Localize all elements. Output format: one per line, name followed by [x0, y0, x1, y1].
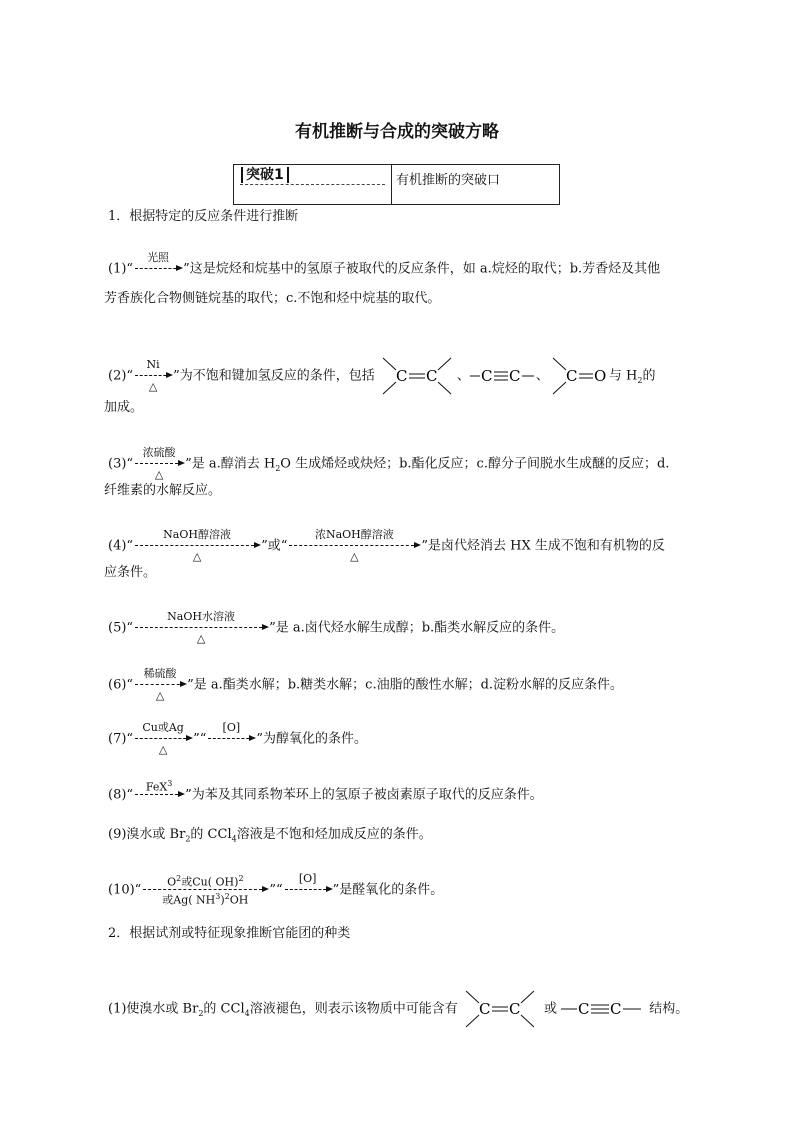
item-3-text: ”是 a.醇消去 H [185, 456, 276, 472]
condition-text: O [167, 875, 177, 889]
item-9-text-c: 溶液是不饱和烃加成反应的条件。 [236, 827, 432, 842]
condition-bottom: △ [155, 689, 165, 702]
breakthrough-left-cell [234, 165, 392, 204]
item-1-text: ”这是烷烃和烷基中的氢原子被取代的反应条件，如 a.烷烃的取代；b.芳香烃及其他 [183, 261, 661, 277]
item-9 [108, 825, 432, 850]
item-2-tail-end: 的 [642, 368, 656, 384]
item-3-continuation: 纤维素的水解反应。 [104, 483, 222, 498]
item-7-text: ”为醇氧化的条件。 [256, 731, 368, 747]
oxygen-label: O [593, 367, 607, 385]
alkene-structure-icon [462, 983, 540, 1035]
item-8 [108, 778, 543, 812]
item-2-continuation: 加成。 [104, 400, 144, 415]
breakthrough-tag: 突破1 [241, 167, 289, 183]
subscript: 4 [231, 834, 237, 844]
condition-text: ) [220, 894, 225, 907]
condition-top: [O] [222, 721, 241, 734]
s2-item-1-text-b: 的 CCl [203, 1001, 245, 1017]
superscript: 3 [167, 779, 173, 788]
condition-top: Ni [146, 358, 160, 371]
subscript: 4 [244, 1009, 250, 1019]
condition-arrow [133, 447, 185, 481]
separator: 、 [456, 368, 470, 384]
item-2-tail: 与 H [608, 368, 638, 384]
subscript: 2 [198, 1009, 204, 1019]
item-2-text: ”为不饱和键加氢反应的条件，包括 [173, 368, 375, 384]
breakthrough-name: 有机推断的突破口 [396, 173, 501, 188]
item-9-text: (9)溴水或 Br [108, 827, 186, 842]
item-4-prefix: (4)“ [108, 538, 134, 554]
condition-arrow [206, 722, 256, 756]
item-3 [108, 447, 669, 481]
carbon-label: C [480, 367, 493, 385]
arrow-icon [285, 889, 331, 890]
subscript: 2 [185, 834, 191, 844]
item-8-text: ”为苯及其同系物苯环上的氢原子被卤素原子取代的反应条件。 [185, 787, 543, 803]
item-8-prefix: (8)“ [108, 787, 134, 803]
superscript: 3 [215, 892, 221, 902]
condition-bottom [141, 891, 269, 907]
condition-arrow [133, 668, 187, 702]
condition-top: 光照 [147, 251, 170, 264]
condition-text: 或Ag( NH [162, 894, 216, 907]
arrow-icon [135, 268, 181, 269]
section-2-item-1 [108, 983, 688, 1035]
item-7-mid: ”“ [193, 731, 207, 747]
item-2 [108, 350, 655, 402]
item-9-text-b: 的 CCl [190, 827, 232, 842]
item-10-prefix: (10)“ [108, 882, 142, 898]
condition-arrow [141, 873, 269, 907]
arrow-icon [135, 375, 171, 376]
arrow-icon [135, 627, 267, 628]
item-4 [108, 529, 665, 563]
item-10-mid: ”“ [269, 882, 283, 898]
condition-bottom: △ [158, 743, 168, 756]
arrow-icon [143, 889, 267, 890]
alkyne-structure-icon [470, 364, 536, 388]
or-text: 或 [544, 1001, 558, 1017]
item-10-text: ”是醛氧化的条件。 [332, 882, 444, 898]
item-5-prefix: (5)“ [108, 620, 134, 636]
condition-bottom: △ [350, 550, 359, 563]
section-1-heading: 1．根据特定的反应条件进行推断 [108, 209, 299, 224]
item-7-prefix: (7)“ [108, 731, 134, 747]
item-6-text: ”是 a.酯类水解；b.糖类水解；c.油脂的酸性水解；d.淀粉水解的反应条件。 [187, 677, 624, 693]
breakthrough-box [233, 164, 560, 205]
s2-item-1-end: 结构。 [649, 1001, 689, 1017]
carbon-label: C [395, 367, 408, 385]
item-7 [108, 722, 367, 756]
arrow-icon [135, 545, 259, 546]
superscript: 2 [238, 874, 244, 883]
arrow-icon [135, 463, 183, 464]
condition-top: [O] [298, 872, 317, 885]
condition-top: Cu或Ag [142, 721, 184, 734]
s2-item-1-text: (1)使溴水或 Br [108, 1001, 199, 1017]
section-2-heading: 2．根据试剂或特征现象推断官能团的种类 [108, 926, 351, 941]
carbon-label: C [478, 1000, 491, 1018]
item-10 [108, 873, 443, 907]
condition-text: OH [229, 894, 249, 907]
condition-top: 浓硫酸 [142, 446, 176, 459]
item-5-text: ”是 a.卤代烃水解生成醇；b.酯类水解反应的条件。 [269, 620, 565, 636]
carbon-label: C [610, 1000, 622, 1018]
alkene-structure-icon [379, 350, 457, 402]
item-6 [108, 668, 623, 702]
condition-bottom: △ [154, 468, 164, 481]
arrow-icon [135, 738, 191, 739]
item-4-continuation: 应条件。 [104, 565, 157, 580]
condition-top: 稀硫酸 [143, 667, 177, 680]
separator: 、 [535, 368, 549, 384]
dashed-rule [240, 184, 385, 185]
condition-top: NaOH水溶液 [167, 610, 235, 623]
condition-bottom: △ [192, 550, 202, 563]
condition-bottom: △ [196, 632, 206, 645]
item-3-text-b: O 生成烯烃或炔烃；b.酯化反应；c.醇分子间脱水生成醚的反应；d. [280, 456, 670, 472]
condition-arrow [133, 252, 183, 286]
superscript: 2 [176, 874, 182, 883]
subscript: 2 [275, 464, 281, 474]
s2-item-1-text-c: 溶液褪色，则表示该物质中可能含有 [249, 1001, 458, 1017]
condition-text: 或Cu( OH) [181, 875, 239, 889]
page-title: 有机推断与合成的突破方略 [295, 122, 499, 142]
condition-arrow [133, 778, 185, 812]
condition-top [141, 873, 269, 889]
item-6-prefix: (6)“ [108, 677, 134, 693]
arrow-icon [289, 545, 419, 546]
condition-top: 浓NaOH醇溶液 [314, 528, 394, 541]
condition-arrow [133, 611, 269, 645]
condition-top: NaOH醇溶液 [163, 528, 231, 541]
item-4-mid: ”或“ [261, 538, 288, 554]
alkyne-structure-icon [561, 997, 645, 1021]
item-2-prefix: (2)“ [108, 368, 134, 384]
carbonyl-structure-icon [549, 350, 609, 402]
item-1-prefix: (1)“ [108, 261, 134, 277]
item-1-continuation: 芳香族化合物侧链烷基的取代；c.不饱和烃中烷基的取代。 [104, 291, 441, 306]
arrow-icon [135, 794, 183, 795]
carbon-label: C [578, 1000, 590, 1018]
arrow-icon [208, 738, 254, 739]
condition-arrow [133, 722, 193, 756]
condition-bottom: △ [148, 380, 158, 393]
item-3-prefix: (3)“ [108, 456, 134, 472]
superscript: 2 [224, 892, 230, 902]
subscript: 2 [637, 376, 643, 386]
carbon-label: C [508, 1000, 521, 1018]
condition-arrow [287, 529, 421, 563]
condition-arrow [133, 529, 261, 563]
item-4-text: ”是卤代烃消去 HX 生成不饱和有机物的反 [421, 538, 665, 554]
carbon-label: C [425, 367, 438, 385]
condition-arrow [133, 359, 173, 393]
item-1 [108, 252, 660, 286]
item-5 [108, 611, 564, 645]
carbon-label: C [565, 367, 578, 385]
arrow-icon [135, 684, 185, 685]
condition-arrow [283, 873, 333, 907]
condition-top-text: FeX [145, 780, 168, 794]
carbon-label: C [508, 367, 521, 385]
